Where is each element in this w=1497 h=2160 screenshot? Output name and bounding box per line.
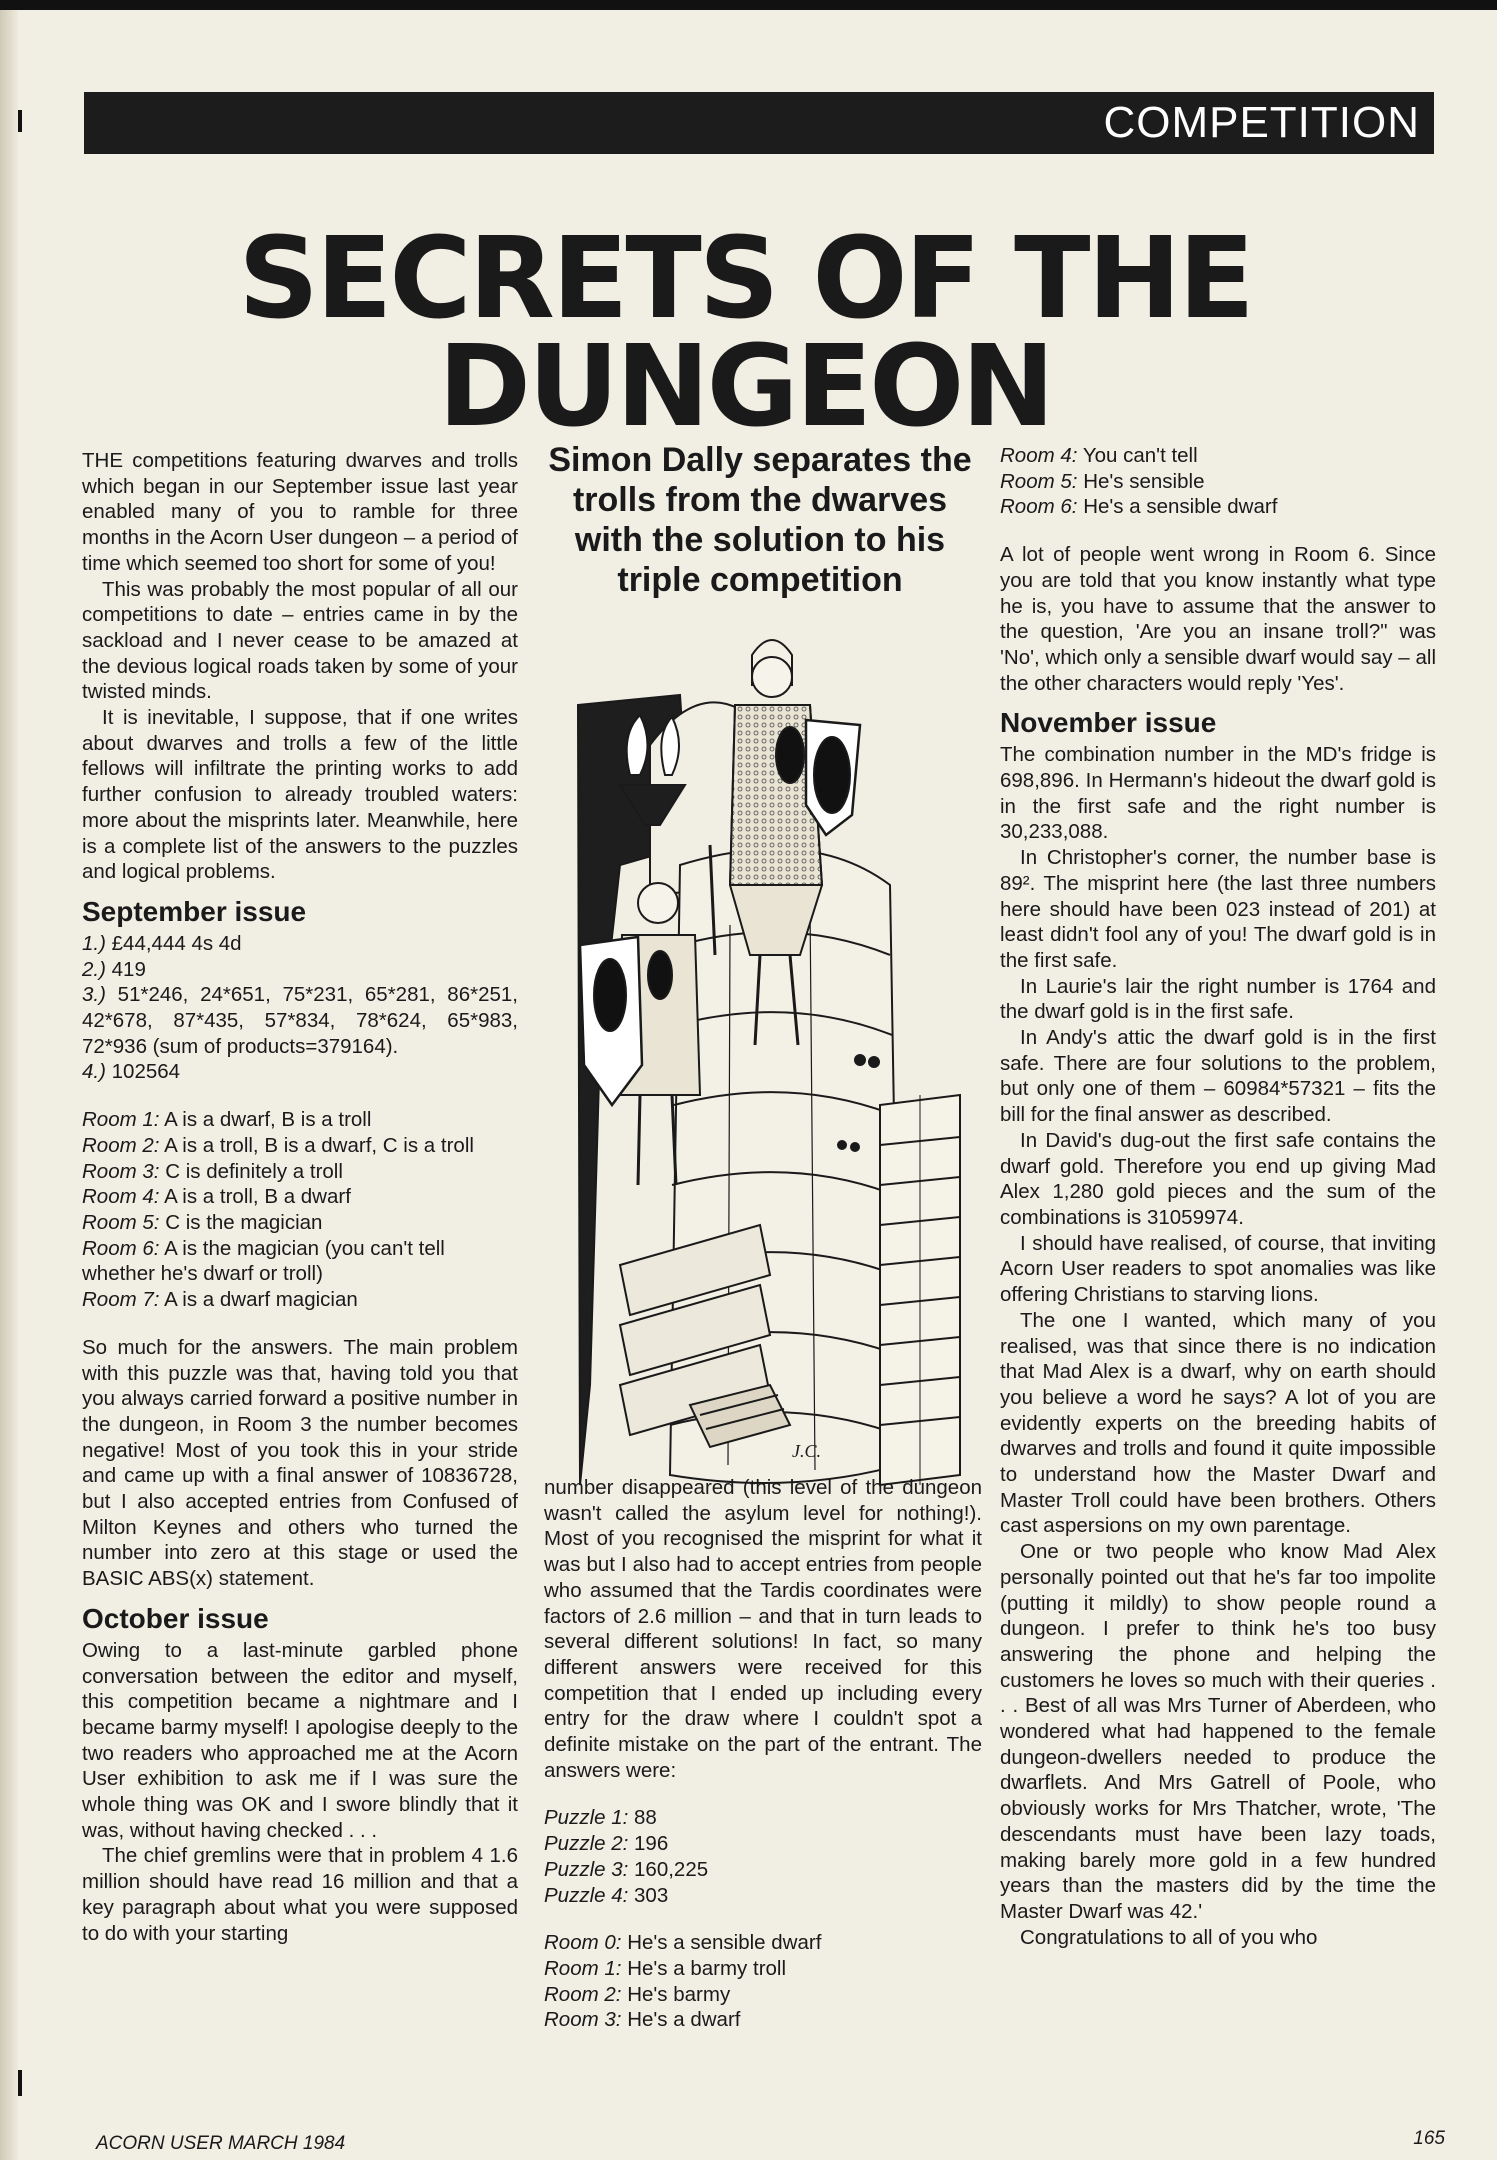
room-label: Room 3: (544, 2008, 622, 2032)
column-1 (82, 448, 518, 1946)
section-label: COMPETITION (1103, 98, 1420, 147)
room-item (82, 1287, 518, 1313)
room-text: A is a dwarf magician (164, 1288, 358, 1312)
body-paragraph: Owing to a last-minute garbled phone conversation between the editor and myself, this competition became a nightmare and I became barmy myself! I apologise deeply to the two readers who approached me at the Acorn User exhibition to ask me if I was sure the whole thing was OK and I swore blindly that it was, without having checked . . . (82, 1638, 518, 1842)
answer-number: 3.) (82, 983, 106, 1007)
puzzle-answer: 88 (634, 1806, 657, 1830)
body-paragraph: The combination number in the MD's fridge is 698,896. In Hermann's hideout the dwarf gold is in the first safe and the right number is 30,233,088. (1000, 743, 1436, 844)
room-label: Room 2: (544, 1982, 622, 2006)
answer-item (82, 931, 518, 957)
puzzle-answer: 160,225 (634, 1857, 709, 1881)
room-item (544, 1930, 982, 1956)
column-2 (544, 1475, 982, 2033)
october-rooms (544, 1930, 982, 2033)
puzzle-item (544, 1883, 982, 1909)
room-label: Room 5: (82, 1210, 160, 1234)
room-label: Room 0: (544, 1931, 622, 1955)
body-paragraph: The one I wanted, which many of you realised, was that since there is no indication that Mad Alex is a dwarf, why on earth should you believe a word he says? A lot of you are evidently experts on the breeding habits of dwarves and trolls and found it quite impossible to understand how the Master Dwarf and Master Troll could have been brothers. Others cast aspersions on my own parentage. (1000, 1308, 1436, 1538)
room-label: Room 3: (82, 1159, 160, 1183)
top-rule (0, 0, 1497, 10)
room-text: He's a dwarf (627, 2008, 741, 2032)
puzzle-answer: 196 (634, 1832, 669, 1856)
margin-mark (18, 2070, 22, 2096)
room-text: He's a sensible dwarf (1083, 495, 1278, 519)
body-paragraph: The chief gremlins were that in problem 4 1.6 million should have read 16 million and that a key paragraph about what you were supposed to do with your starting (82, 1844, 518, 1945)
puzzle-label: Puzzle 4: (544, 1883, 629, 1907)
room-item (1000, 469, 1436, 495)
room-text: A is a dwarf, B is a troll (164, 1108, 372, 1132)
headline (150, 214, 1340, 452)
answer-item (82, 982, 518, 1059)
room-item (544, 1956, 982, 1982)
room-label: Room 5: (1000, 469, 1078, 493)
room-label: Room 2: (82, 1133, 160, 1157)
body-paragraph: In Laurie's lair the right number is 1764 and the dwarf gold is in the first safe. (1000, 974, 1436, 1024)
illustration-signature: J.C. (792, 1441, 821, 1461)
room-item (1000, 494, 1436, 520)
room-text: He's a barmy troll (627, 1956, 787, 1980)
answer-text: £44,444 4s 4d (111, 931, 242, 955)
dungeon-illustration (560, 625, 980, 1495)
intro-paragraph: It is inevitable, I suppose, that if one writes about dwarves and trolls a few of the little fellows will infiltrate the printing works to add further confusion to already troubled waters: more about the misprints later. Meanwhile, here is a complete list of the answers to the puzzles and logical problems. (82, 706, 518, 884)
room-text: C is definitely a troll (165, 1159, 343, 1183)
room-item (82, 1236, 518, 1287)
september-heading: September issue (82, 895, 307, 927)
answer-text: 51*246, 24*651, 75*231, 65*281, 86*251, 42*678, 87*435, 57*834, 78*624, 65*983, 72*936 (sum of products=379164). (82, 983, 518, 1058)
body-paragraph: In David's dug-out the first safe contains the dwarf gold. Therefore you end up giving Mad Alex 1,280 gold pieces and the sum of the combinations is 31059974. (1000, 1128, 1436, 1229)
body-paragraph: Congratulations to all of you who (1020, 1925, 1318, 1949)
issue-footer: ACORN USER MARCH 1984 (96, 2133, 346, 2154)
october-heading: October issue (82, 1602, 269, 1634)
body-paragraph: One or two people who know Mad Alex personally pointed out that he's far too impolite (putting it mildly) to show people round a dungeon. I prefer to think he's too busy answering the phone and helping the customers he loves so much with their queries . . . Best of all was Mrs Turner of Aberdeen, who wondered what had happened to the female dungeon-dwellers needed to produce the dwarflets. And Mrs Gatrell of Poole, who obviously works for Mrs Thatcher, wrote, 'The descendants must have been lazy toads, making barely more gold in a few hundred years than the masters did by the time the Master Dwarf was 42.' (1000, 1540, 1436, 1923)
page-number: 165 (1413, 2128, 1445, 2149)
body-paragraph: In Christopher's corner, the number base is 89². The misprint here (the last three numbers here should have been 023 instead of 201) at least didn't fool any of you! The dwarf gold is in the first safe. (1000, 846, 1436, 972)
september-answers (82, 931, 518, 1085)
binding-shadow (0, 10, 18, 2160)
room-item (82, 1210, 518, 1236)
puzzle-item (544, 1857, 982, 1883)
room-text: C is the magician (165, 1210, 323, 1234)
answer-number: 2.) (82, 957, 106, 981)
answer-number: 4.) (82, 1060, 106, 1084)
room-label: Room 4: (1000, 444, 1078, 467)
room-item (82, 1159, 518, 1185)
standfirst: Simon Dally separates the trolls from the dwarves with the solution to his triple competition (548, 441, 972, 599)
room-label: Room 7: (82, 1288, 160, 1312)
room-label: Room 1: (82, 1108, 160, 1132)
puzzle-item (544, 1831, 982, 1857)
room-label: Room 6: (1000, 495, 1078, 519)
room-item (544, 1982, 982, 2008)
answer-text: 419 (111, 957, 146, 981)
body-paragraph: So much for the answers. The main problem with this puzzle was that, having told you that you always carried forward a positive number in the dungeon, in Room 3 the number becomes negative! Most of you took this in your stride and came up with a final answer of 10836728, but I also accepted entries from Confused of Milton Keynes and others who turned the number into zero at this stage or used the BASIC ABS(x) statement. (82, 1335, 518, 1591)
body-paragraph: A lot of people went wrong in Room 6. Since you are told that you know instantly what type he is, you have to assume that the answer to the question, 'Are you an insane troll?" was 'No', which only a sensible dwarf would say – all the other characters would reply 'Yes'. (1000, 543, 1436, 695)
puzzle-answer: 303 (634, 1883, 669, 1907)
room-text: A is the magician (you can't tell whether he's dwarf or troll) (82, 1236, 445, 1286)
puzzle-label: Puzzle 1: (544, 1806, 629, 1830)
intro-paragraph: THE competitions featuring dwarves and trolls which began in our September issue last year enabled many of you to ramble for three months in the Acorn User dungeon – a period of time which seemed too short for some of you! (82, 449, 518, 575)
puzzle-label: Puzzle 3: (544, 1857, 629, 1881)
body-paragraph: In Andy's attic the dwarf gold is in the first safe. There are four solutions to the problem, but only one of them – 60984*57321 – fits the bill for the final answer as described. (1000, 1026, 1436, 1127)
answer-item (82, 1059, 518, 1085)
answer-item (82, 957, 518, 983)
room-item (82, 1184, 518, 1210)
room-text: You can't tell (1082, 444, 1198, 467)
headline-line-1: SECRETS OF THE (238, 214, 1252, 344)
intro-paragraph: This was probably the most popular of all our competitions to date – entries came in by the sackload and I never cease to be amazed at the devious logical roads taken by some of your twisted minds. (82, 577, 518, 704)
room-text: A is a troll, B a dwarf (164, 1185, 351, 1209)
puzzle-label: Puzzle 2: (544, 1832, 629, 1856)
room-label: Room 1: (544, 1956, 622, 1980)
room-label: Room 4: (82, 1185, 160, 1209)
room-text: He's a sensible dwarf (627, 1931, 822, 1955)
section-banner (84, 92, 1434, 154)
answer-number: 1.) (82, 931, 106, 955)
room-text: He's barmy (627, 1982, 731, 2006)
room-item (544, 2007, 982, 2033)
room-item (82, 1107, 518, 1133)
headline-line-2: DUNGEON (437, 322, 1053, 452)
october-puzzles (544, 1805, 982, 1908)
column-3 (1000, 443, 1436, 1950)
puzzle-item (544, 1805, 982, 1831)
room-text: He's sensible (1083, 469, 1205, 493)
room-label: Room 6: (82, 1236, 160, 1260)
room-item (1000, 443, 1436, 469)
margin-mark (18, 110, 22, 132)
room-text: A is a troll, B is a dwarf, C is a troll (164, 1133, 474, 1157)
october-rooms-continued (1000, 443, 1436, 520)
body-paragraph: number disappeared (this level of the dungeon wasn't called the asylum level for nothing!). Most of you recognised the misprint for what it was but I also had to accept entries from people who assumed that the Tardis coordinates were factors of 2.6 million – and that in turn leads to several different solutions! In fact, so many different answers were received for this competition that I ended up including every entry for the draw where I couldn't spot a definite mistake on the part of the entrant. The answers were: (544, 1476, 982, 1782)
september-rooms (82, 1107, 518, 1313)
november-heading: November issue (1000, 707, 1217, 739)
body-paragraph: I should have realised, of course, that inviting Acorn User readers to spot anomalies was like offering Christians to starving lions. (1000, 1231, 1436, 1307)
room-item (82, 1133, 518, 1159)
answer-text: 102564 (111, 1060, 181, 1084)
